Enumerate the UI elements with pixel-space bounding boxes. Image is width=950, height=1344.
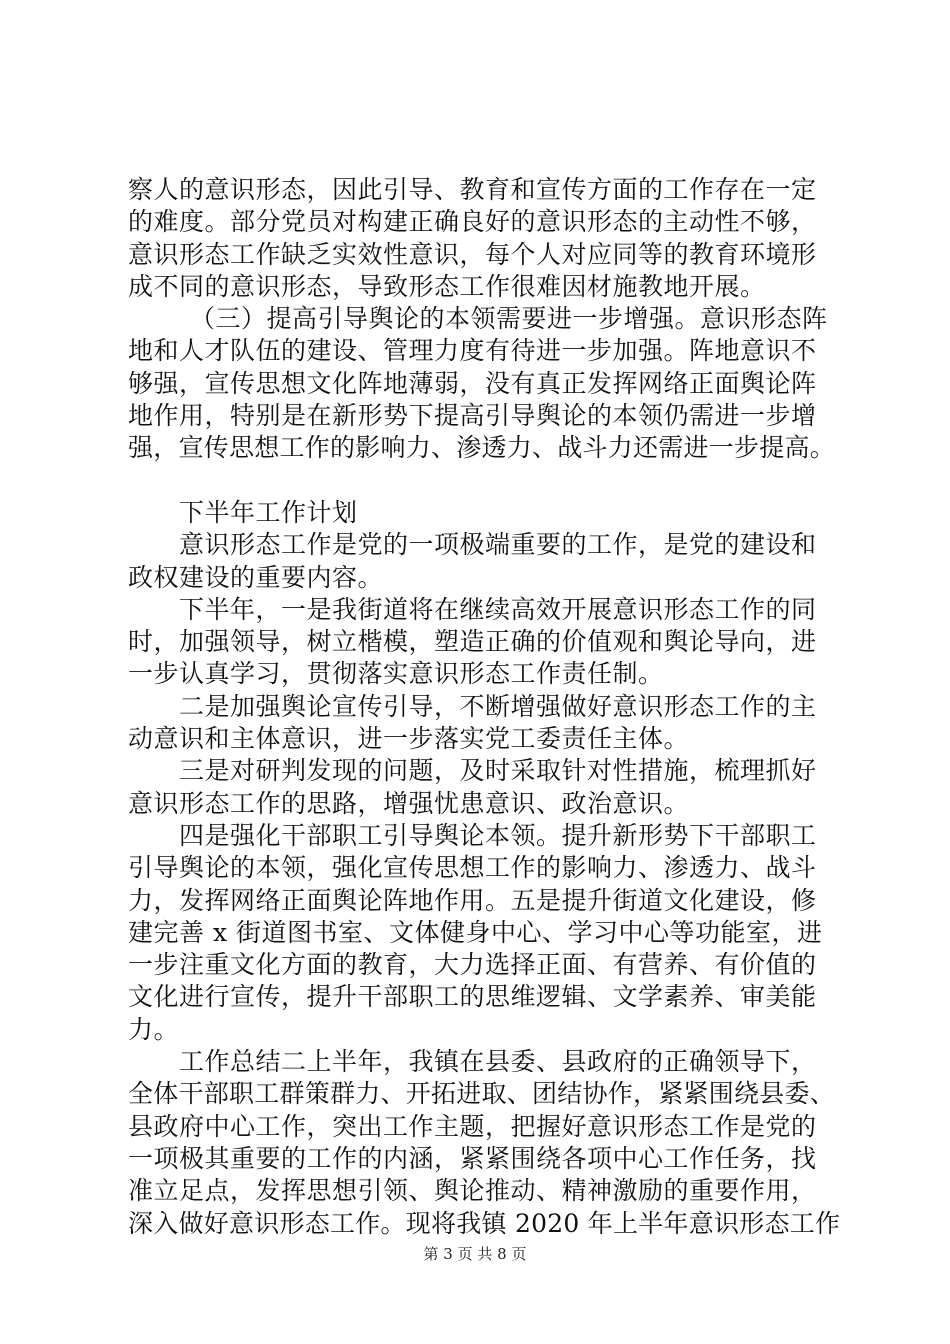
text-line: 全体干部职工群策群力、开拓进取、团结协作，紧紧围绕县委、 (128, 1079, 836, 1109)
text-line: 一步注重文化方面的教育，大力选择正面、有营养、有价值的 (128, 950, 817, 980)
text-line: 三是对研判发现的问题，及时采取针对性措施，梳理抓好 (179, 756, 817, 786)
text-line: 察人的意识形态，因此引导、教育和宣传方面的工作存在一定 (128, 175, 817, 204)
document-body (128, 174, 840, 1240)
text-line: 引导舆论的本领，强化宣传思想工作的影响力、渗透力、战斗 (128, 853, 817, 883)
text-line: 四是强化干部职工引导舆论本领。提升新形势下干部职工 (179, 820, 817, 850)
text-line: 地作用，特别是在新形势下提高引导舆论的本领仍需进一步增 (128, 401, 817, 431)
text-line: 动意识和主体意识，进一步落实党工委责任主体。 (128, 724, 690, 754)
text-line: 县政府中心工作，突出工作主题，把握好意识形态工作是党的 (128, 1111, 817, 1141)
text-line: 意识形态工作是党的一项极端重要的工作，是党的建设和 (179, 530, 817, 560)
text-line: 文化进行宣传，提升干部职工的思维逻辑、文学素养、审美能 (128, 982, 817, 1012)
text-line: 建完善 x 街道图书室、文体健身中心、学习中心等功能室，进 (128, 917, 823, 947)
text-line: 工作总结二上半年，我镇在县委、县政府的正确领导下， (179, 1047, 817, 1077)
text-line: 一项极其重要的工作的内涵，紧紧围绕各项中心工作任务，找 (128, 1143, 817, 1173)
text-line: 地和人才队伍的建设、管理力度有待进一步加强。阵地意识不 (128, 336, 817, 366)
text-line: （三）提高引导舆论的本领需要进一步增强。意识形态阵 (190, 304, 828, 334)
text-line: 强，宣传思想工作的影响力、渗透力、战斗力还需进一步提高。 (128, 433, 836, 463)
text-line: 成不同的意识形态，导致形态工作很难因材施教地开展。 (128, 271, 766, 301)
text-line: 力。 (128, 1014, 180, 1044)
blank-line (128, 465, 840, 497)
text-line: 下半年工作计划 (179, 497, 358, 527)
text-line: 深入做好意识形态工作。现将我镇 2020 年上半年意识形态工作 (128, 1208, 841, 1238)
page-footer: 第 3 页 共 8 页 (423, 1245, 527, 1263)
text-line: 下半年，一是我街道将在继续高效开展意识形态工作的同 (179, 594, 817, 624)
text-line: 准立足点，发挥思想引领、舆论推动、精神激励的重要作用， (128, 1176, 817, 1206)
text-line: 一步认真学习，贯彻落实意识形态工作责任制。 (128, 659, 664, 689)
text-line: 够强，宣传思想文化阵地薄弱，没有真正发挥网络正面舆论阵 (128, 368, 817, 398)
text-line: 时，加强领导，树立楷模，塑造正确的价值观和舆论导向，进 (128, 627, 817, 657)
text-line: 二是加强舆论宣传引导，不断增强做好意识形态工作的主 (179, 691, 817, 721)
text-line: 力，发挥网络正面舆论阵地作用。五是提升街道文化建设，修 (128, 885, 817, 915)
text-line: 政权建设的重要内容。 (128, 562, 384, 592)
text-line: 意识形态工作缺乏实效性意识，每个人对应同等的教育环境形 (128, 239, 817, 269)
text-line: 意识形态工作的思路，增强忧患意识、政治意识。 (128, 788, 690, 818)
text-line: 的难度。部分党员对构建正确良好的意识形态的主动性不够， (128, 207, 817, 237)
